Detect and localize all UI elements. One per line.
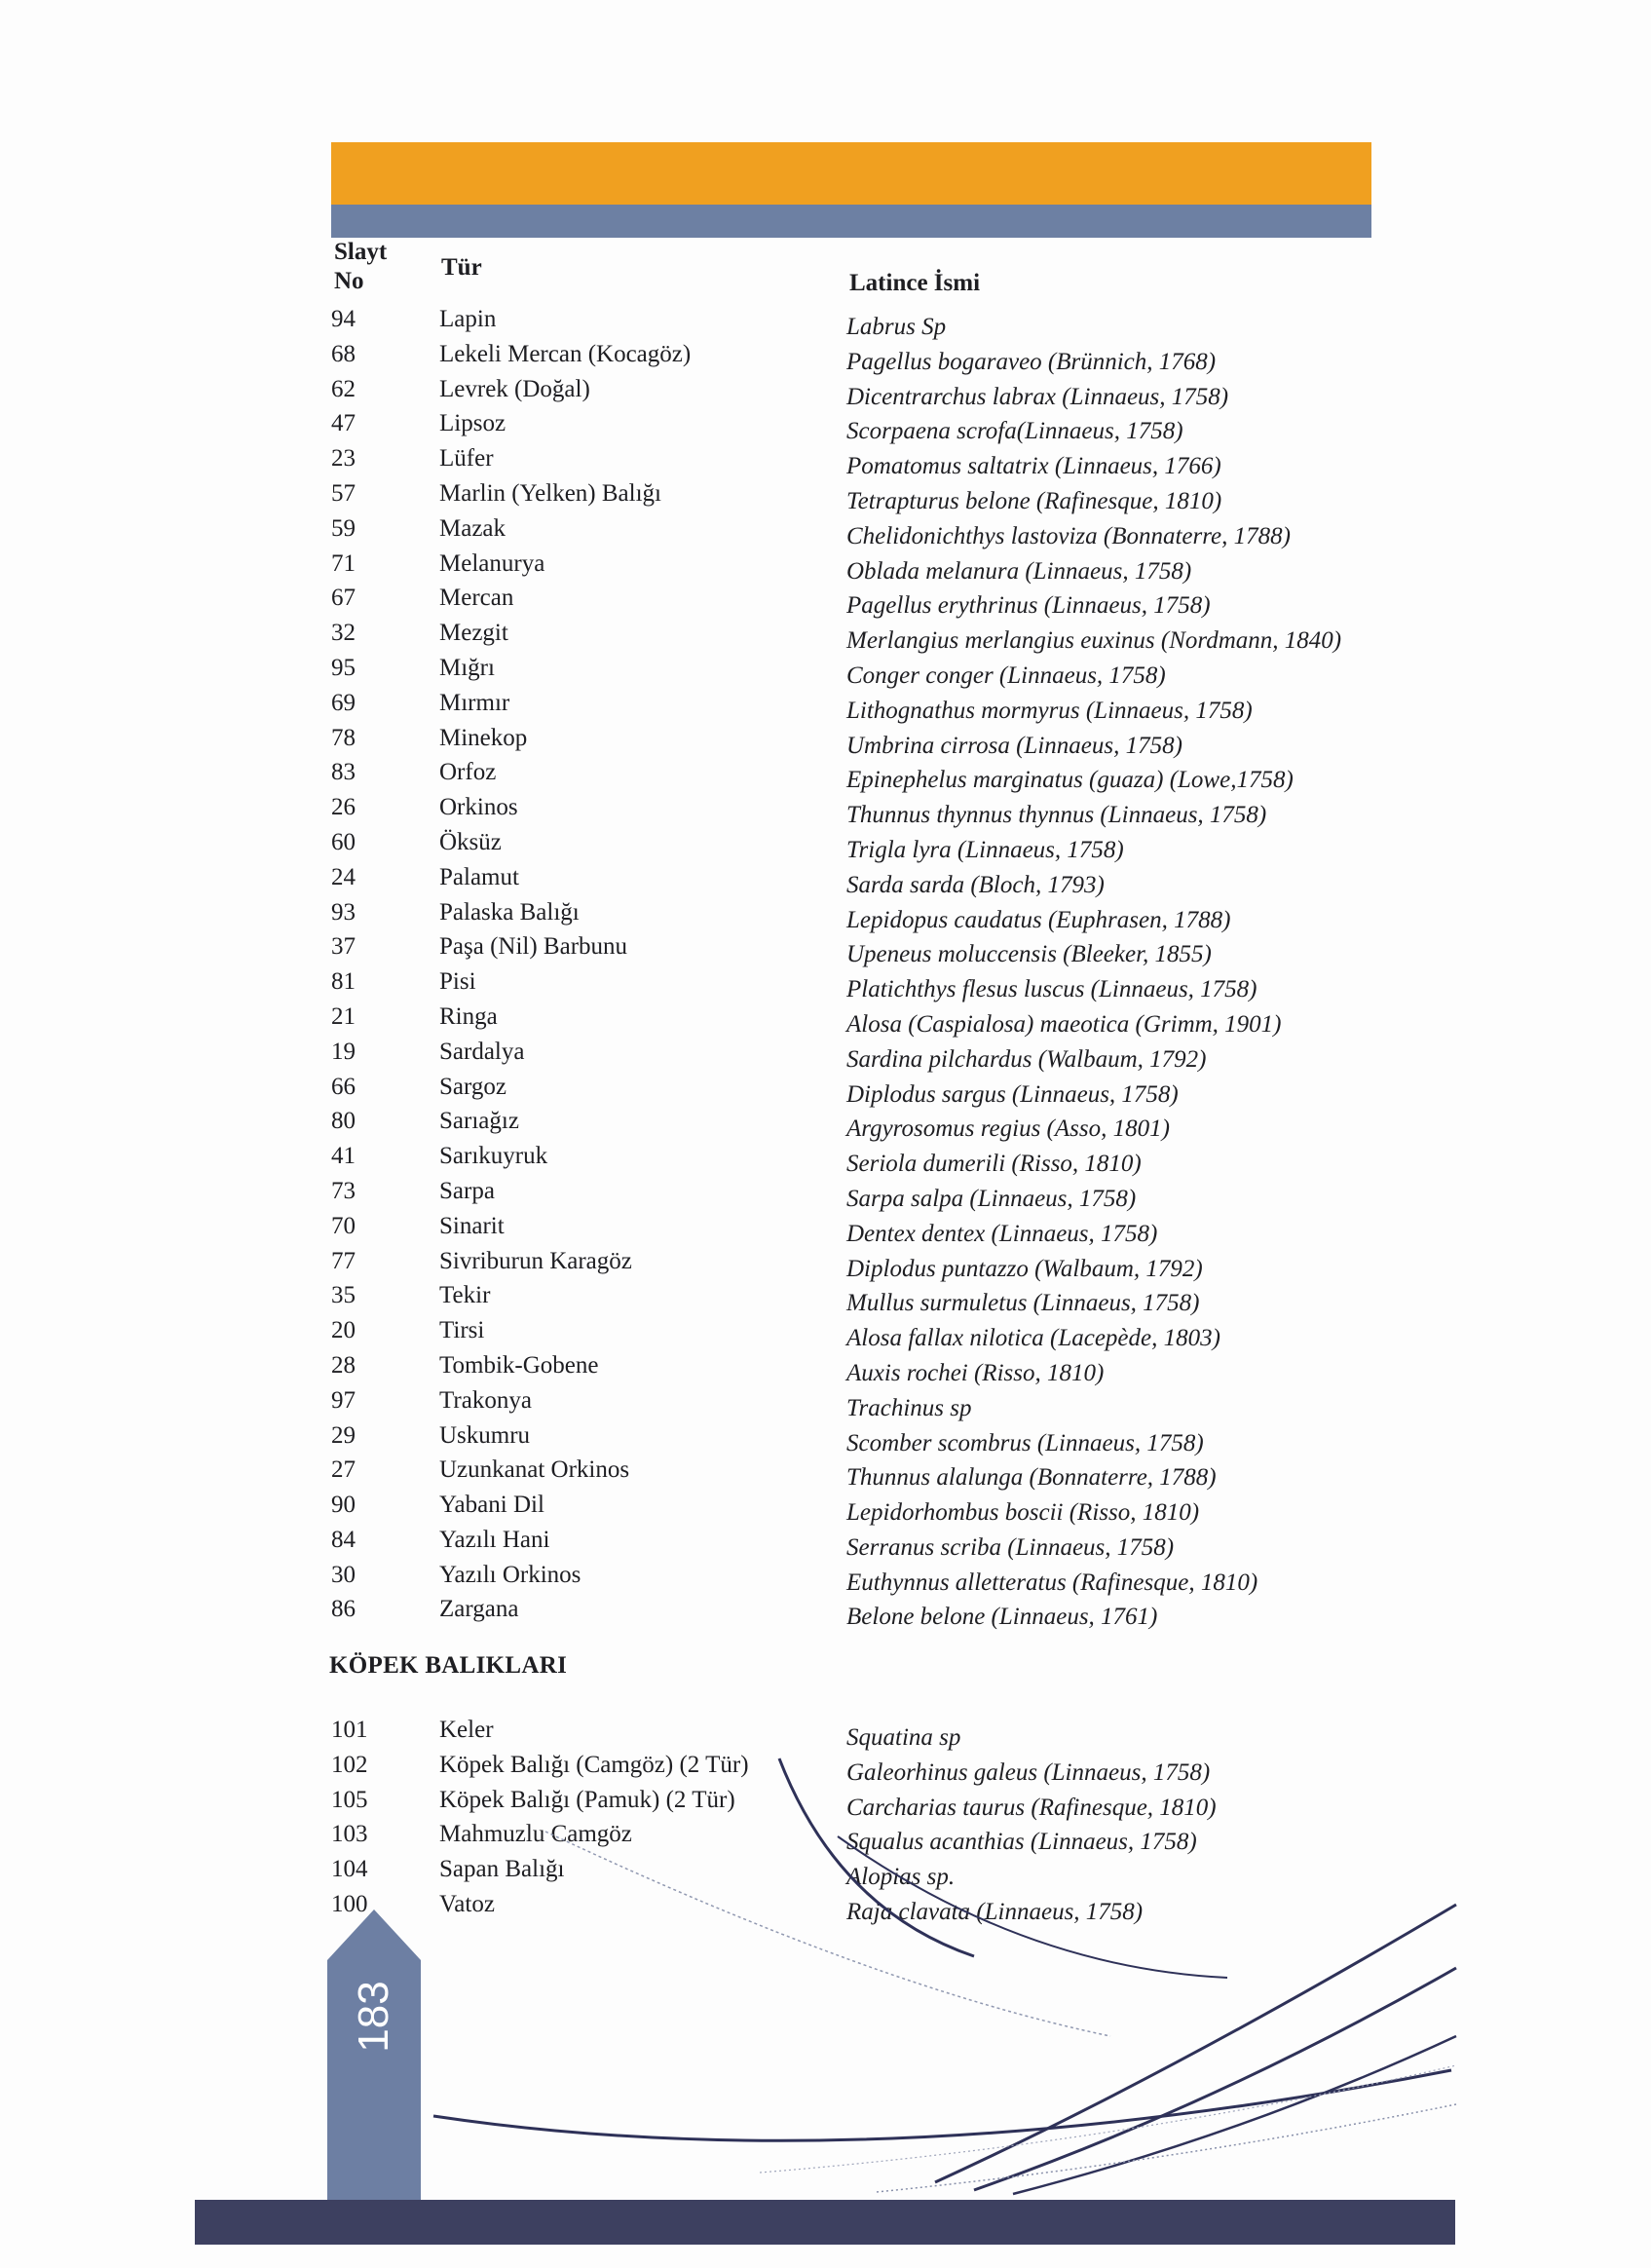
latin-name: Alosa fallax nilotica (Lacepède, 1803) bbox=[846, 1325, 1220, 1352]
species-name: Yazılı Hani bbox=[439, 1526, 550, 1553]
section-title: KÖPEK BALIKLARI bbox=[329, 1652, 568, 1679]
slide-number: 105 bbox=[331, 1786, 368, 1813]
slide-number: 24 bbox=[331, 863, 356, 890]
species-name: Öksüz bbox=[439, 828, 502, 855]
species-name: Tombik-Gobene bbox=[439, 1351, 599, 1379]
slide-number: 66 bbox=[331, 1073, 356, 1100]
slide-number: 67 bbox=[331, 585, 356, 612]
latin-name: Pomatomus saltatrix (Linnaeus, 1766) bbox=[846, 453, 1221, 480]
species-name: Mezgit bbox=[439, 620, 508, 647]
species-name: Mığrı bbox=[439, 654, 495, 681]
species-name: Yazılı Orkinos bbox=[439, 1561, 582, 1588]
bottom-bar bbox=[195, 2200, 1455, 2245]
slide-number: 37 bbox=[331, 933, 356, 961]
slide-number: 97 bbox=[331, 1386, 356, 1414]
latin-name: Squalus acanthias (Linnaeus, 1758) bbox=[846, 1829, 1197, 1856]
species-name: Uskumru bbox=[439, 1421, 531, 1449]
latin-name: Trigla lyra (Linnaeus, 1758) bbox=[846, 836, 1124, 863]
slide-number: 95 bbox=[331, 654, 356, 681]
latin-name: Dicentrarchus labrax (Linnaeus, 1758) bbox=[846, 383, 1229, 410]
latin-name: Tetrapturus belone (Rafinesque, 1810) bbox=[846, 487, 1222, 514]
species-name: Tekir bbox=[439, 1282, 491, 1309]
latin-name: Oblada melanura (Linnaeus, 1758) bbox=[846, 557, 1192, 585]
latin-name: Pagellus bogaraveo (Brünnich, 1768) bbox=[846, 348, 1217, 375]
latin-name: Epinephelus marginatus (guaza) (Lowe,1758) bbox=[846, 767, 1294, 794]
species-name: Sapan Balığı bbox=[439, 1856, 565, 1883]
slide-number: 103 bbox=[331, 1821, 368, 1848]
latin-name: Seriola dumerili (Risso, 1810) bbox=[846, 1151, 1142, 1178]
slide-number: 69 bbox=[331, 689, 356, 716]
slide-number: 59 bbox=[331, 514, 356, 542]
species-name: Ringa bbox=[439, 1002, 498, 1030]
latin-name: Galeorhinus galeus (Linnaeus, 1758) bbox=[846, 1758, 1211, 1786]
species-name: Lekeli Mercan (Kocagöz) bbox=[439, 340, 692, 367]
species-name: Trakonya bbox=[439, 1386, 532, 1414]
slide-number: 26 bbox=[331, 794, 356, 821]
latin-name: Umbrina cirrosa (Linnaeus, 1758) bbox=[846, 732, 1182, 759]
latin-name: Argyrosomus regius (Asso, 1801) bbox=[846, 1115, 1170, 1143]
species-name: Sarıkuyruk bbox=[439, 1143, 548, 1170]
latin-name: Diplodus sargus (Linnaeus, 1758) bbox=[846, 1080, 1179, 1108]
slide-number: 27 bbox=[331, 1456, 356, 1484]
species-name: Keler bbox=[439, 1717, 494, 1743]
species-name: Lipsoz bbox=[439, 410, 507, 437]
species-name: Tirsi bbox=[439, 1317, 485, 1344]
slide-number: 104 bbox=[331, 1856, 368, 1883]
slide-number: 57 bbox=[331, 479, 356, 507]
species-name: Sarpa bbox=[439, 1177, 495, 1204]
slide-number: 30 bbox=[331, 1561, 356, 1588]
slide-number: 83 bbox=[331, 759, 356, 786]
slide-number: 47 bbox=[331, 410, 356, 437]
latin-name: Lepidorhombus boscii (Risso, 1810) bbox=[846, 1499, 1200, 1527]
species-name: Yabani Dil bbox=[439, 1492, 544, 1519]
species-name: Paşa (Nil) Barbunu bbox=[439, 933, 628, 961]
species-name: Sivriburun Karagöz bbox=[439, 1247, 632, 1274]
species-name: Marlin (Yelken) Balığı bbox=[439, 479, 661, 507]
latin-name: Dentex dentex (Linnaeus, 1758) bbox=[846, 1220, 1158, 1247]
latin-name: Lithognathus mormyrus (Linnaeus, 1758) bbox=[846, 697, 1253, 724]
latin-name: Euthynnus alletteratus (Rafinesque, 1810) bbox=[846, 1569, 1258, 1596]
latin-name: Diplodus puntazzo (Walbaum, 1792) bbox=[846, 1255, 1203, 1282]
latin-name: Sardina pilchardus (Walbaum, 1792) bbox=[846, 1045, 1207, 1073]
species-name: Lapin bbox=[439, 306, 497, 332]
species-name: Zargana bbox=[439, 1596, 519, 1623]
species-name: Orkinos bbox=[439, 794, 518, 821]
slide-number: 93 bbox=[331, 898, 356, 926]
latin-name: Sarda sarda (Bloch, 1793) bbox=[846, 871, 1105, 898]
slide-number: 86 bbox=[331, 1596, 356, 1623]
latin-name: Thunnus alalunga (Bonnaterre, 1788) bbox=[846, 1464, 1217, 1492]
species-name: Mazak bbox=[439, 514, 507, 542]
slide-number: 32 bbox=[331, 620, 356, 647]
slide-number: 41 bbox=[331, 1143, 356, 1170]
latin-name: Lepidopus caudatus (Euphrasen, 1788) bbox=[846, 906, 1231, 933]
latin-name: Raja clavata (Linnaeus, 1758) bbox=[846, 1898, 1144, 1925]
latin-name: Belone belone (Linnaeus, 1761) bbox=[846, 1604, 1158, 1631]
latin-name: Alosa (Caspialosa) maeotica (Grimm, 1901) bbox=[846, 1010, 1282, 1038]
species-name: Lüfer bbox=[439, 445, 494, 472]
latin-name: Auxis rochei (Risso, 1810) bbox=[846, 1359, 1105, 1386]
slide-number: 94 bbox=[331, 306, 356, 332]
slide-number: 28 bbox=[331, 1351, 356, 1379]
slide-number: 62 bbox=[331, 375, 356, 402]
column-header-slayt-no: Slayt No bbox=[334, 239, 388, 294]
latin-name: Sarpa salpa (Linnaeus, 1758) bbox=[846, 1185, 1137, 1212]
slide-number: 71 bbox=[331, 549, 356, 577]
species-name: Sinarit bbox=[439, 1212, 505, 1239]
slide-number: 100 bbox=[331, 1890, 368, 1917]
slide-number: 68 bbox=[331, 340, 356, 367]
latin-name: Alopias sp. bbox=[846, 1864, 956, 1891]
latin-name: Mullus surmuletus (Linnaeus, 1758) bbox=[846, 1290, 1200, 1317]
latin-name: Merlangius merlangius euxinus (Nordmann, 1840) bbox=[846, 627, 1342, 655]
page-number: 183 bbox=[350, 1981, 397, 2053]
latin-name: Labrus Sp bbox=[846, 314, 947, 340]
species-name: Palaska Balığı bbox=[439, 898, 580, 926]
slide-number: 20 bbox=[331, 1317, 356, 1344]
latin-name: Carcharias taurus (Rafinesque, 1810) bbox=[846, 1794, 1217, 1821]
latin-name: Thunnus thynnus thynnus (Linnaeus, 1758) bbox=[846, 802, 1267, 829]
slide-number: 80 bbox=[331, 1108, 356, 1135]
slide-number: 90 bbox=[331, 1492, 356, 1519]
latin-name: Scomber scombrus (Linnaeus, 1758) bbox=[846, 1429, 1204, 1456]
latin-name: Upeneus moluccensis (Bleeker, 1855) bbox=[846, 941, 1212, 968]
species-name: Pisi bbox=[439, 968, 476, 996]
slide-number: 29 bbox=[331, 1421, 356, 1449]
slide-number: 78 bbox=[331, 724, 356, 751]
species-name: Sarıağız bbox=[439, 1108, 519, 1135]
slide-number: 35 bbox=[331, 1282, 356, 1309]
latin-name: Chelidonichthys lastoviza (Bonnaterre, 1788) bbox=[846, 522, 1291, 549]
species-name: Vatoz bbox=[439, 1890, 495, 1917]
slide-number: 60 bbox=[331, 828, 356, 855]
slide-number: 81 bbox=[331, 968, 356, 996]
species-name: Melanurya bbox=[439, 549, 545, 577]
latin-name: Pagellus erythrinus (Linnaeus, 1758) bbox=[846, 592, 1211, 620]
species-name: Mırmır bbox=[439, 689, 510, 716]
species-name: Sargoz bbox=[439, 1073, 507, 1100]
slide-number: 84 bbox=[331, 1526, 356, 1553]
slide-number: 21 bbox=[331, 1002, 356, 1030]
species-name: Levrek (Doğal) bbox=[439, 375, 590, 402]
slide-number: 77 bbox=[331, 1247, 356, 1274]
species-name: Köpek Balığı (Pamuk) (2 Tür) bbox=[439, 1786, 735, 1813]
column-header-tur: Tür bbox=[441, 254, 482, 281]
species-name: Minekop bbox=[439, 724, 528, 751]
latin-name: Squatina sp bbox=[846, 1724, 961, 1751]
species-name: Orfoz bbox=[439, 759, 497, 786]
latin-name: Serranus scriba (Linnaeus, 1758) bbox=[846, 1533, 1175, 1561]
species-name: Mercan bbox=[439, 585, 514, 612]
slide-number: 70 bbox=[331, 1212, 356, 1239]
latin-name: Trachinus sp bbox=[846, 1394, 972, 1421]
slide-number: 101 bbox=[331, 1717, 368, 1743]
slide-number: 102 bbox=[331, 1751, 368, 1778]
latin-name: Platichthys flesus luscus (Linnaeus, 1758) bbox=[846, 976, 1257, 1003]
species-name: Uzunkanat Orkinos bbox=[439, 1456, 630, 1484]
column-header-latin: Latince İsmi bbox=[849, 270, 981, 296]
species-name: Palamut bbox=[439, 863, 519, 890]
slide-number: 73 bbox=[331, 1177, 356, 1204]
species-name: Köpek Balığı (Camgöz) (2 Tür) bbox=[439, 1751, 749, 1778]
latin-name: Conger conger (Linnaeus, 1758) bbox=[846, 662, 1166, 689]
latin-name: Scorpaena scrofa(Linnaeus, 1758) bbox=[846, 418, 1183, 445]
slide-number: 23 bbox=[331, 445, 356, 472]
species-name: Sardalya bbox=[439, 1038, 525, 1065]
species-name: Mahmuzlu Camgöz bbox=[439, 1821, 632, 1848]
slide-number: 19 bbox=[331, 1038, 356, 1065]
